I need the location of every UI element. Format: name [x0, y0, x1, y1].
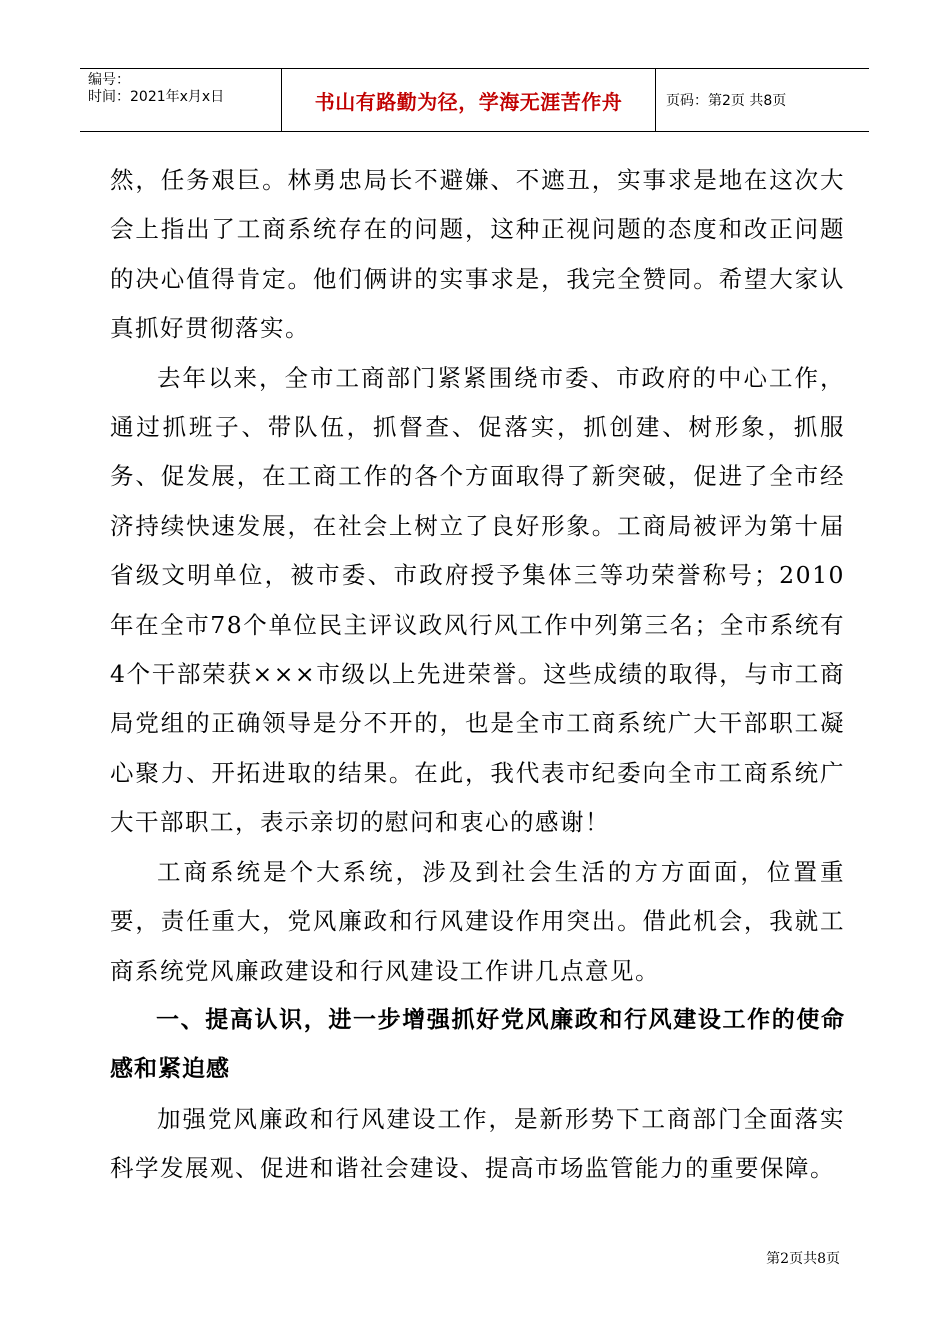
header-motto: 书山有路勤为径，学海无涯苦作舟 — [282, 69, 656, 131]
document-body — [110, 156, 845, 1194]
page-header — [80, 68, 869, 132]
paragraph-achievements: 去年以来，全市工商部门紧紧围绕市委、市政府的中心工作，通过抓班子、带队伍，抓督查、促落实，抓创建、树形象，抓服务、促发展，在工商工作的各个方面取得了新突破，促进了全市经济持续快速发展，在社会上树立了良好形象。工商局被评为第十届省级文明单位，被市委、市政府授予集体三等功荣誉称号；2010年在全市78个单位民主评议政风行风工作中列第三名；全市系统有4个干部荣获×××市级以上先进荣誉。这些成绩的取得，与市工商局党组的正确领导是分不开的，也是全市工商系统广大干部职工凝心聚力、开拓进取的结果。在此，我代表市纪委向全市工商系统广大干部职工，表示亲切的慰问和衷心的感谢！ — [110, 363, 845, 837]
paragraph-continuation: 然，任务艰巨。林勇忠局长不避嫌、不遮丑，实事求是地在这次大会上指出了工商系统存在的问题，这种正视问题的态度和改正问题的决心值得肯定。他们俩讲的实事求是，我完全赞同。希望大家认真抓好贯彻落实。 — [110, 166, 845, 343]
paragraph-section-1: 加强党风廉政和行风建设工作，是新形势下工商部门全面落实科学发展观、促进和谐社会建设、提高市场监管能力的重要保障。 — [110, 1104, 845, 1183]
section-heading-1: 一、提高认识，进一步增强抓好党风廉政和行风建设工作的使命感和紧迫感 — [110, 1006, 845, 1083]
document-time: 时间：2021年x月x日 — [88, 89, 225, 105]
document-number: 编号： — [88, 72, 130, 88]
header-page-number: 页码：第2页 共8页 — [666, 93, 787, 109]
header-meta-cell — [80, 69, 282, 131]
page-footer: 第2页共8页 — [766, 1251, 840, 1267]
paragraph-intro-opinions: 工商系统是个大系统，涉及到社会生活的方方面面，位置重要，责任重大，党风廉政和行风建设作用突出。借此机会，我就工商系统党风廉政建设和行风建设工作讲几点意见。 — [110, 857, 845, 985]
